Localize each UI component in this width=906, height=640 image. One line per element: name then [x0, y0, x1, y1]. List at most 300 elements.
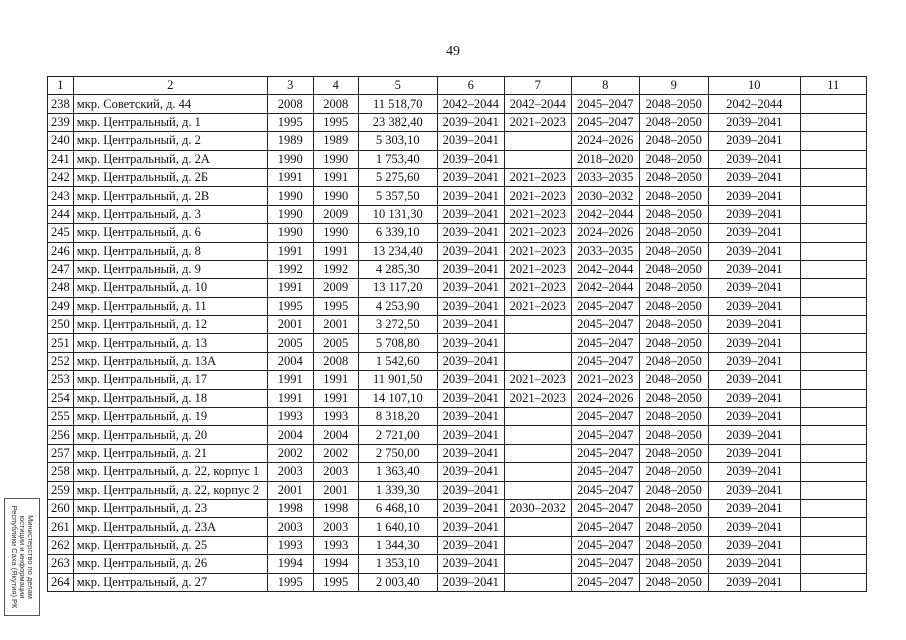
- cell-period-b: [504, 463, 571, 481]
- cell-period-b: 2021–2023: [504, 113, 571, 131]
- cell-period-d: 2048–2050: [639, 499, 708, 517]
- cell-address: мкр. Центральный, д. 13: [73, 334, 267, 352]
- cell-area: 11 901,50: [358, 371, 437, 389]
- cell-row-number: 254: [48, 389, 74, 407]
- cell-period-d: 2048–2050: [639, 260, 708, 278]
- cell-period-b: [504, 444, 571, 462]
- cell-period-d: 2048–2050: [639, 481, 708, 499]
- cell-period-b: [504, 555, 571, 573]
- cell-note: [800, 444, 866, 462]
- cell-year-built: 2001: [267, 481, 313, 499]
- cell-period-d: 2048–2050: [639, 463, 708, 481]
- cell-address: мкр. Центральный, д. 9: [73, 260, 267, 278]
- cell-period-e: 2039–2041: [708, 499, 800, 517]
- cell-note: [800, 518, 866, 536]
- cell-period-c: 2024–2026: [571, 224, 639, 242]
- cell-period-b: 2021–2023: [504, 224, 571, 242]
- cell-period-e: 2039–2041: [708, 334, 800, 352]
- cell-period-d: 2048–2050: [639, 168, 708, 186]
- cell-note: [800, 150, 866, 168]
- cell-year-commissioned: 2002: [313, 444, 358, 462]
- cell-year-commissioned: 1995: [313, 297, 358, 315]
- cell-period-e: 2039–2041: [708, 536, 800, 554]
- cell-year-commissioned: 1993: [313, 536, 358, 554]
- column-header-1: 1: [48, 77, 74, 95]
- cell-period-c: 2045–2047: [571, 426, 639, 444]
- cell-period-b: [504, 481, 571, 499]
- cell-area: 14 107,10: [358, 389, 437, 407]
- cell-year-commissioned: 1993: [313, 408, 358, 426]
- cell-row-number: 243: [48, 187, 74, 205]
- cell-period-d: 2048–2050: [639, 389, 708, 407]
- cell-period-e: 2039–2041: [708, 279, 800, 297]
- cell-area: 1 353,10: [358, 555, 437, 573]
- cell-year-built: 1992: [267, 260, 313, 278]
- cell-year-built: 1995: [267, 297, 313, 315]
- cell-row-number: 242: [48, 168, 74, 186]
- cell-note: [800, 334, 866, 352]
- cell-period-d: 2048–2050: [639, 187, 708, 205]
- cell-area: 2 750,00: [358, 444, 437, 462]
- cell-year-commissioned: 1994: [313, 555, 358, 573]
- cell-year-commissioned: 1990: [313, 187, 358, 205]
- cell-period-b: 2042–2044: [504, 95, 571, 113]
- column-header-7: 7: [504, 77, 571, 95]
- column-header-8: 8: [571, 77, 639, 95]
- cell-row-number: 249: [48, 297, 74, 315]
- cell-year-commissioned: 2005: [313, 334, 358, 352]
- cell-note: [800, 389, 866, 407]
- cell-year-commissioned: 2008: [313, 95, 358, 113]
- cell-note: [800, 481, 866, 499]
- cell-period-b: 2021–2023: [504, 371, 571, 389]
- cell-period-c: 2033–2035: [571, 168, 639, 186]
- cell-note: [800, 260, 866, 278]
- cell-period-a: 2039–2041: [437, 371, 504, 389]
- cell-year-built: 2003: [267, 463, 313, 481]
- table-row: [48, 518, 867, 536]
- table-row: [48, 389, 867, 407]
- table-row: [48, 279, 867, 297]
- cell-area: 1 640,10: [358, 518, 437, 536]
- cell-period-b: [504, 132, 571, 150]
- cell-year-commissioned: 2001: [313, 316, 358, 334]
- cell-note: [800, 426, 866, 444]
- cell-address: мкр. Советский, д. 44: [73, 95, 267, 113]
- cell-year-built: 1991: [267, 279, 313, 297]
- cell-year-built: 1994: [267, 555, 313, 573]
- cell-year-built: 1993: [267, 408, 313, 426]
- cell-period-e: 2039–2041: [708, 297, 800, 315]
- table-row: [48, 371, 867, 389]
- cell-year-built: 2004: [267, 426, 313, 444]
- cell-period-a: 2039–2041: [437, 352, 504, 370]
- cell-period-e: 2039–2041: [708, 463, 800, 481]
- cell-row-number: 256: [48, 426, 74, 444]
- cell-row-number: 241: [48, 150, 74, 168]
- cell-year-commissioned: 1991: [313, 168, 358, 186]
- table-row: [48, 536, 867, 554]
- cell-year-commissioned: 1991: [313, 389, 358, 407]
- stamp-line: Министерство по делам: [26, 515, 35, 599]
- cell-row-number: 261: [48, 518, 74, 536]
- cell-row-number: 255: [48, 408, 74, 426]
- cell-year-built: 1990: [267, 224, 313, 242]
- cell-period-c: 2030–2032: [571, 187, 639, 205]
- cell-area: 8 318,20: [358, 408, 437, 426]
- table-row: [48, 224, 867, 242]
- cell-row-number: 247: [48, 260, 74, 278]
- cell-year-built: 1991: [267, 168, 313, 186]
- cell-note: [800, 187, 866, 205]
- cell-period-c: 2045–2047: [571, 463, 639, 481]
- cell-area: 2 721,00: [358, 426, 437, 444]
- cell-area: 6 468,10: [358, 499, 437, 517]
- cell-period-a: 2039–2041: [437, 316, 504, 334]
- cell-note: [800, 95, 866, 113]
- column-header-4: 4: [313, 77, 358, 95]
- cell-period-c: 2045–2047: [571, 297, 639, 315]
- cell-period-e: 2039–2041: [708, 316, 800, 334]
- cell-address: мкр. Центральный, д. 2В: [73, 187, 267, 205]
- cell-period-e: 2039–2041: [708, 205, 800, 223]
- column-header-2: 2: [73, 77, 267, 95]
- cell-year-commissioned: 1990: [313, 150, 358, 168]
- cell-year-built: 2001: [267, 316, 313, 334]
- cell-period-e: 2039–2041: [708, 224, 800, 242]
- cell-period-c: 2045–2047: [571, 316, 639, 334]
- cell-row-number: 240: [48, 132, 74, 150]
- cell-area: 3 272,50: [358, 316, 437, 334]
- table-row: [48, 242, 867, 260]
- cell-address: мкр. Центральный, д. 8: [73, 242, 267, 260]
- cell-note: [800, 224, 866, 242]
- cell-period-a: 2039–2041: [437, 297, 504, 315]
- table-row: [48, 555, 867, 573]
- table-row: [48, 297, 867, 315]
- table-row: [48, 316, 867, 334]
- cell-year-commissioned: 2004: [313, 426, 358, 444]
- table-row: [48, 426, 867, 444]
- cell-note: [800, 168, 866, 186]
- cell-period-a: 2039–2041: [437, 260, 504, 278]
- registration-stamp: [4, 498, 40, 616]
- cell-period-c: 2021–2023: [571, 371, 639, 389]
- cell-year-built: 1991: [267, 242, 313, 260]
- cell-period-e: 2039–2041: [708, 150, 800, 168]
- cell-area: 23 382,40: [358, 113, 437, 131]
- column-header-5: 5: [358, 77, 437, 95]
- cell-year-built: 1995: [267, 113, 313, 131]
- table-row: [48, 573, 867, 591]
- cell-period-b: [504, 352, 571, 370]
- cell-note: [800, 573, 866, 591]
- page-number: 49: [446, 44, 460, 59]
- cell-row-number: 258: [48, 463, 74, 481]
- cell-period-a: 2039–2041: [437, 463, 504, 481]
- cell-note: [800, 408, 866, 426]
- cell-year-commissioned: 2008: [313, 352, 358, 370]
- cell-year-built: 1993: [267, 536, 313, 554]
- cell-period-d: 2048–2050: [639, 371, 708, 389]
- cell-year-built: 2003: [267, 518, 313, 536]
- cell-row-number: 263: [48, 555, 74, 573]
- cell-period-c: 2042–2044: [571, 279, 639, 297]
- cell-period-e: 2039–2041: [708, 389, 800, 407]
- cell-area: 2 003,40: [358, 573, 437, 591]
- cell-period-a: 2039–2041: [437, 389, 504, 407]
- cell-period-c: 2042–2044: [571, 205, 639, 223]
- table-row: [48, 408, 867, 426]
- cell-year-built: 1990: [267, 150, 313, 168]
- cell-period-d: 2048–2050: [639, 352, 708, 370]
- cell-area: 5 357,50: [358, 187, 437, 205]
- cell-period-c: 2045–2047: [571, 555, 639, 573]
- cell-period-d: 2048–2050: [639, 113, 708, 131]
- cell-row-number: 251: [48, 334, 74, 352]
- cell-note: [800, 205, 866, 223]
- cell-period-c: 2045–2047: [571, 573, 639, 591]
- cell-note: [800, 499, 866, 517]
- cell-year-built: 2004: [267, 352, 313, 370]
- cell-period-e: 2039–2041: [708, 132, 800, 150]
- cell-row-number: 250: [48, 316, 74, 334]
- cell-note: [800, 279, 866, 297]
- cell-row-number: 259: [48, 481, 74, 499]
- cell-period-e: 2039–2041: [708, 260, 800, 278]
- cell-area: 1 753,40: [358, 150, 437, 168]
- cell-year-built: 1991: [267, 389, 313, 407]
- cell-address: мкр. Центральный, д. 19: [73, 408, 267, 426]
- cell-row-number: 245: [48, 224, 74, 242]
- cell-year-commissioned: 1998: [313, 499, 358, 517]
- cell-area: 4 285,30: [358, 260, 437, 278]
- cell-year-commissioned: 1992: [313, 260, 358, 278]
- cell-period-b: 2021–2023: [504, 205, 571, 223]
- cell-year-built: 1995: [267, 573, 313, 591]
- cell-year-commissioned: 1989: [313, 132, 358, 150]
- cell-period-e: 2039–2041: [708, 555, 800, 573]
- cell-row-number: 264: [48, 573, 74, 591]
- cell-period-a: 2039–2041: [437, 499, 504, 517]
- column-header-9: 9: [639, 77, 708, 95]
- cell-address: мкр. Центральный, д. 27: [73, 573, 267, 591]
- cell-area: 4 253,90: [358, 297, 437, 315]
- cell-period-e: 2039–2041: [708, 168, 800, 186]
- cell-year-commissioned: 1995: [313, 573, 358, 591]
- table-row: [48, 205, 867, 223]
- cell-address: мкр. Центральный, д. 12: [73, 316, 267, 334]
- column-header-11: 11: [800, 77, 866, 95]
- cell-period-d: 2048–2050: [639, 242, 708, 260]
- cell-period-d: 2048–2050: [639, 518, 708, 536]
- table-row: [48, 113, 867, 131]
- cell-period-a: 2039–2041: [437, 113, 504, 131]
- cell-address: мкр. Центральный, д. 2Б: [73, 168, 267, 186]
- cell-period-b: [504, 334, 571, 352]
- cell-note: [800, 242, 866, 260]
- cell-note: [800, 132, 866, 150]
- table-row: [48, 481, 867, 499]
- cell-row-number: 239: [48, 113, 74, 131]
- cell-period-d: 2048–2050: [639, 536, 708, 554]
- cell-period-a: 2039–2041: [437, 187, 504, 205]
- cell-period-d: 2048–2050: [639, 555, 708, 573]
- cell-year-commissioned: 1991: [313, 371, 358, 389]
- cell-period-c: 2024–2026: [571, 389, 639, 407]
- cell-row-number: 252: [48, 352, 74, 370]
- table-row: [48, 463, 867, 481]
- cell-period-e: 2039–2041: [708, 242, 800, 260]
- cell-period-e: 2039–2041: [708, 408, 800, 426]
- cell-address: мкр. Центральный, д. 11: [73, 297, 267, 315]
- cell-period-d: 2048–2050: [639, 334, 708, 352]
- cell-period-e: 2039–2041: [708, 371, 800, 389]
- cell-period-c: 2045–2047: [571, 408, 639, 426]
- cell-period-a: 2042–2044: [437, 95, 504, 113]
- cell-period-b: [504, 518, 571, 536]
- cell-year-built: 2005: [267, 334, 313, 352]
- table-row: [48, 499, 867, 517]
- cell-period-b: 2030–2032: [504, 499, 571, 517]
- cell-period-e: 2039–2041: [708, 481, 800, 499]
- cell-period-d: 2048–2050: [639, 150, 708, 168]
- cell-year-commissioned: 2003: [313, 518, 358, 536]
- column-header-10: 10: [708, 77, 800, 95]
- cell-area: 1 363,40: [358, 463, 437, 481]
- cell-period-b: [504, 316, 571, 334]
- cell-address: мкр. Центральный, д. 18: [73, 389, 267, 407]
- cell-period-a: 2039–2041: [437, 536, 504, 554]
- cell-year-built: 2008: [267, 95, 313, 113]
- cell-period-d: 2048–2050: [639, 205, 708, 223]
- table-row: [48, 95, 867, 113]
- cell-note: [800, 352, 866, 370]
- cell-year-built: 1990: [267, 205, 313, 223]
- cell-address: мкр. Центральный, д. 20: [73, 426, 267, 444]
- cell-period-c: 2045–2047: [571, 113, 639, 131]
- cell-period-d: 2048–2050: [639, 224, 708, 242]
- table-row: [48, 132, 867, 150]
- cell-area: 6 339,10: [358, 224, 437, 242]
- table-row: [48, 168, 867, 186]
- cell-year-built: 1989: [267, 132, 313, 150]
- cell-year-commissioned: 2009: [313, 205, 358, 223]
- cell-period-d: 2048–2050: [639, 132, 708, 150]
- cell-period-e: 2039–2041: [708, 426, 800, 444]
- cell-period-d: 2048–2050: [639, 297, 708, 315]
- stamp-text: [10, 500, 34, 614]
- cell-year-commissioned: 2001: [313, 481, 358, 499]
- cell-year-commissioned: 2003: [313, 463, 358, 481]
- table-row: [48, 334, 867, 352]
- cell-period-a: 2039–2041: [437, 481, 504, 499]
- cell-year-commissioned: 2009: [313, 279, 358, 297]
- cell-note: [800, 297, 866, 315]
- cell-period-c: 2024–2026: [571, 132, 639, 150]
- cell-row-number: 257: [48, 444, 74, 462]
- cell-period-c: 2045–2047: [571, 518, 639, 536]
- cell-area: 13 117,20: [358, 279, 437, 297]
- cell-area: 5 708,80: [358, 334, 437, 352]
- cell-address: мкр. Центральный, д. 25: [73, 536, 267, 554]
- column-header-6: 6: [437, 77, 504, 95]
- cell-period-e: 2039–2041: [708, 444, 800, 462]
- cell-note: [800, 555, 866, 573]
- stamp-line: юстиции и информации: [18, 515, 27, 599]
- cell-address: мкр. Центральный, д. 3: [73, 205, 267, 223]
- cell-period-a: 2039–2041: [437, 555, 504, 573]
- cell-period-b: [504, 426, 571, 444]
- cell-period-c: 2045–2047: [571, 536, 639, 554]
- cell-address: мкр. Центральный, д. 22, корпус 2: [73, 481, 267, 499]
- cell-area: 13 234,40: [358, 242, 437, 260]
- cell-area: 11 518,70: [358, 95, 437, 113]
- cell-row-number: 262: [48, 536, 74, 554]
- cell-period-b: 2021–2023: [504, 297, 571, 315]
- cell-period-b: [504, 573, 571, 591]
- cell-period-d: 2048–2050: [639, 426, 708, 444]
- cell-period-d: 2048–2050: [639, 444, 708, 462]
- cell-row-number: 246: [48, 242, 74, 260]
- table-row: [48, 352, 867, 370]
- cell-period-e: 2039–2041: [708, 573, 800, 591]
- cell-address: мкр. Центральный, д. 1: [73, 113, 267, 131]
- cell-address: мкр. Центральный, д. 6: [73, 224, 267, 242]
- cell-year-commissioned: 1991: [313, 242, 358, 260]
- cell-period-b: 2021–2023: [504, 279, 571, 297]
- cell-period-b: 2021–2023: [504, 168, 571, 186]
- cell-period-d: 2048–2050: [639, 316, 708, 334]
- cell-period-e: 2039–2041: [708, 113, 800, 131]
- cell-period-c: 2045–2047: [571, 481, 639, 499]
- table-row: [48, 187, 867, 205]
- cell-period-b: 2021–2023: [504, 187, 571, 205]
- cell-row-number: 253: [48, 371, 74, 389]
- cell-year-commissioned: 1995: [313, 113, 358, 131]
- cell-address: мкр. Центральный, д. 22, корпус 1: [73, 463, 267, 481]
- cell-row-number: 238: [48, 95, 74, 113]
- cell-period-e: 2039–2041: [708, 518, 800, 536]
- cell-period-b: 2021–2023: [504, 389, 571, 407]
- cell-period-c: 2045–2047: [571, 334, 639, 352]
- column-header-3: 3: [267, 77, 313, 95]
- cell-period-a: 2039–2041: [437, 205, 504, 223]
- cell-period-a: 2039–2041: [437, 334, 504, 352]
- cell-period-b: [504, 536, 571, 554]
- cell-address: мкр. Центральный, д. 21: [73, 444, 267, 462]
- cell-area: 1 344,30: [358, 536, 437, 554]
- cell-period-b: 2021–2023: [504, 242, 571, 260]
- cell-period-c: 2045–2047: [571, 352, 639, 370]
- cell-year-built: 1991: [267, 371, 313, 389]
- cell-area: 5 303,10: [358, 132, 437, 150]
- cell-period-c: 2045–2047: [571, 444, 639, 462]
- cell-period-a: 2039–2041: [437, 132, 504, 150]
- cell-year-built: 1990: [267, 187, 313, 205]
- cell-address: мкр. Центральный, д. 17: [73, 371, 267, 389]
- cell-address: мкр. Центральный, д. 10: [73, 279, 267, 297]
- table-row: [48, 150, 867, 168]
- cell-area: 5 275,60: [358, 168, 437, 186]
- cell-period-b: [504, 150, 571, 168]
- cell-period-a: 2039–2041: [437, 242, 504, 260]
- cell-period-a: 2039–2041: [437, 518, 504, 536]
- cell-note: [800, 463, 866, 481]
- cell-year-built: 2002: [267, 444, 313, 462]
- cell-period-a: 2039–2041: [437, 168, 504, 186]
- cell-period-a: 2039–2041: [437, 408, 504, 426]
